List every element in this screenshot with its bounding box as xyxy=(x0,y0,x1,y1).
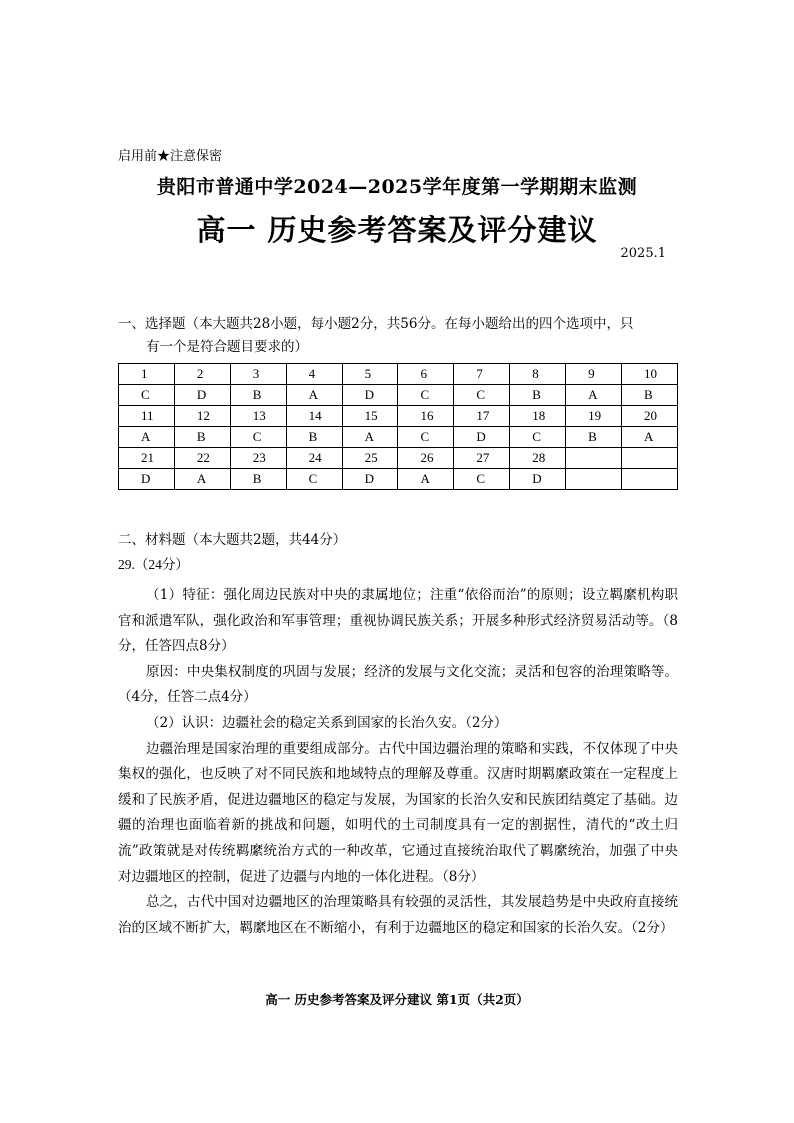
answer-table-cell: 8 xyxy=(510,364,566,385)
answer-table-cell: 11 xyxy=(119,406,175,427)
answer-table-cell: A xyxy=(622,427,678,448)
question-29-answer xyxy=(118,583,678,941)
page-footer: 高一 历史参考答案及评分建议 第1页（共2页） xyxy=(265,992,529,1007)
answer-table-cell: 18 xyxy=(510,406,566,427)
answer-table-cell: C xyxy=(510,427,566,448)
answer-table-cell: 4 xyxy=(286,364,342,385)
confidential-note: 启用前★注意保密 xyxy=(118,149,223,164)
answer-table-cell: C xyxy=(454,469,510,490)
answer-table-cell: 15 xyxy=(342,406,398,427)
answer-table-cell: A xyxy=(286,385,342,406)
answer-table-cell xyxy=(566,469,622,490)
section1-heading xyxy=(118,313,678,359)
answer-table-cell: A xyxy=(119,427,175,448)
answer-table-cell: 17 xyxy=(454,406,510,427)
answer-table-cell: D xyxy=(342,469,398,490)
answer-table-cell: B xyxy=(230,385,286,406)
answer-table-cell: C xyxy=(398,427,454,448)
answer-table-cell: B xyxy=(622,385,678,406)
answer-table-cell: D xyxy=(119,469,175,490)
answer-table-cell: B xyxy=(566,427,622,448)
answer-table-cell: 25 xyxy=(342,448,398,469)
answer-table-cell: 12 xyxy=(174,406,230,427)
answer-table-cell: C xyxy=(454,385,510,406)
answer-table-cell: 2 xyxy=(174,364,230,385)
answer-table-cell: B xyxy=(510,385,566,406)
page-title: 高一 历史参考答案及评分建议 xyxy=(196,213,598,247)
answer-table-cell: B xyxy=(174,427,230,448)
answer-table-cell: 26 xyxy=(398,448,454,469)
answer-paragraph-2: 原因：中央集权制度的巩固与发展；经济的发展与文化交流；灵活和包容的治理策略等。（4分，任答二点4分） xyxy=(118,663,678,706)
answer-table-cell: D xyxy=(454,427,510,448)
answer-table-cell xyxy=(566,448,622,469)
answer-table-cell: 23 xyxy=(230,448,286,469)
answer-table-cell: 13 xyxy=(230,406,286,427)
section1-heading-line2: 有一个是符合题目要求的） xyxy=(146,339,308,355)
answer-paragraph-4: 边疆治理是国家治理的重要组成部分。古代中国边疆治理的策略和实践，不仅体现了中央集权的强化，也反映了对不同民族和地域特点的理解及尊重。汉唐时期羁縻政策在一定程度上缓和了民族矛盾，促进边疆地区的稳定与发展，为国家的长治久安和民族团结奠定了基础。边疆的治理也面临着新的挑战和问题，如明代的土司制度具有一定的割据性，清代的“改土归流”政策就是对传统羁縻统治方式的一种改革，它通过直接统治取代了羁縻统治，加强了中央对边疆地区的控制，促进了边疆与内地的一体化进程。（8分） xyxy=(118,740,678,885)
answer-table xyxy=(118,363,678,490)
answer-paragraph-5: 总之，古代中国对边疆地区的治理策略具有较强的灵活性，其发展趋势是中央政府直接统治的区域不断扩大，羁縻地区在不断缩小，有利于边疆地区的稳定和国家的长治久安。（2分） xyxy=(118,894,678,936)
answer-table-cell: 22 xyxy=(174,448,230,469)
answer-table-cell: B xyxy=(230,469,286,490)
answer-table-cell: 16 xyxy=(398,406,454,427)
answer-table-row xyxy=(119,427,678,448)
answer-table-row xyxy=(119,448,678,469)
question-29-label: 29.（24分） xyxy=(118,557,189,572)
answer-table-cell: 6 xyxy=(398,364,454,385)
answer-table-cell: 24 xyxy=(286,448,342,469)
answer-table-row xyxy=(119,406,678,427)
answer-table-cell: C xyxy=(119,385,175,406)
answer-table-cell: 1 xyxy=(119,364,175,385)
exam-date: 2025.1 xyxy=(620,246,666,261)
answer-table-cell: C xyxy=(230,427,286,448)
answer-table-cell: 21 xyxy=(119,448,175,469)
answer-table-cell: A xyxy=(342,427,398,448)
answer-table-cell: 19 xyxy=(566,406,622,427)
answer-table-cell: 3 xyxy=(230,364,286,385)
answer-table-row xyxy=(119,364,678,385)
answer-table-cell: A xyxy=(566,385,622,406)
answer-table-cell: B xyxy=(286,427,342,448)
answer-table-cell: C xyxy=(286,469,342,490)
answer-paragraph-3: （2）认识：边疆社会的稳定关系到国家的长治久安。（2分） xyxy=(146,714,508,731)
section1-heading-line1: 一、选择题（本大题共28小题，每小题2分，共56分。在每小题给出的四个选项中，只 xyxy=(118,316,634,332)
answer-table-cell: 9 xyxy=(566,364,622,385)
answer-table-row xyxy=(119,469,678,490)
answer-table-cell: 7 xyxy=(454,364,510,385)
answer-table-cell xyxy=(622,469,678,490)
answer-table-cell: 20 xyxy=(622,406,678,427)
section2-heading: 二、材料题（本大题共2题，共44分） xyxy=(118,532,347,548)
answer-table-cell: D xyxy=(174,385,230,406)
answer-table-cell: 14 xyxy=(286,406,342,427)
answer-table-cell: 10 xyxy=(622,364,678,385)
answer-table-cell: D xyxy=(342,385,398,406)
answer-table-cell: 27 xyxy=(454,448,510,469)
answer-table-cell: C xyxy=(398,385,454,406)
answer-table-cell: 28 xyxy=(510,448,566,469)
answer-table-row xyxy=(119,385,678,406)
answer-table-cell: D xyxy=(510,469,566,490)
answer-table-cell: 5 xyxy=(342,364,398,385)
answer-table-cell xyxy=(622,448,678,469)
answer-paragraph-1: （1）特征：强化周边民族对中央的隶属地位；注重“依俗而治”的原则；设立羁縻机构职官和派遣军队，强化政治和军事管理；重视协调民族关系；开展多种形式经济贸易活动等。（8分，任答四点8分） xyxy=(118,587,678,655)
exam-subtitle: 贵阳市普通中学2024—2025学年度第一学期期末监测 xyxy=(156,176,638,198)
answer-table-cell: A xyxy=(174,469,230,490)
answer-table-cell: A xyxy=(398,469,454,490)
